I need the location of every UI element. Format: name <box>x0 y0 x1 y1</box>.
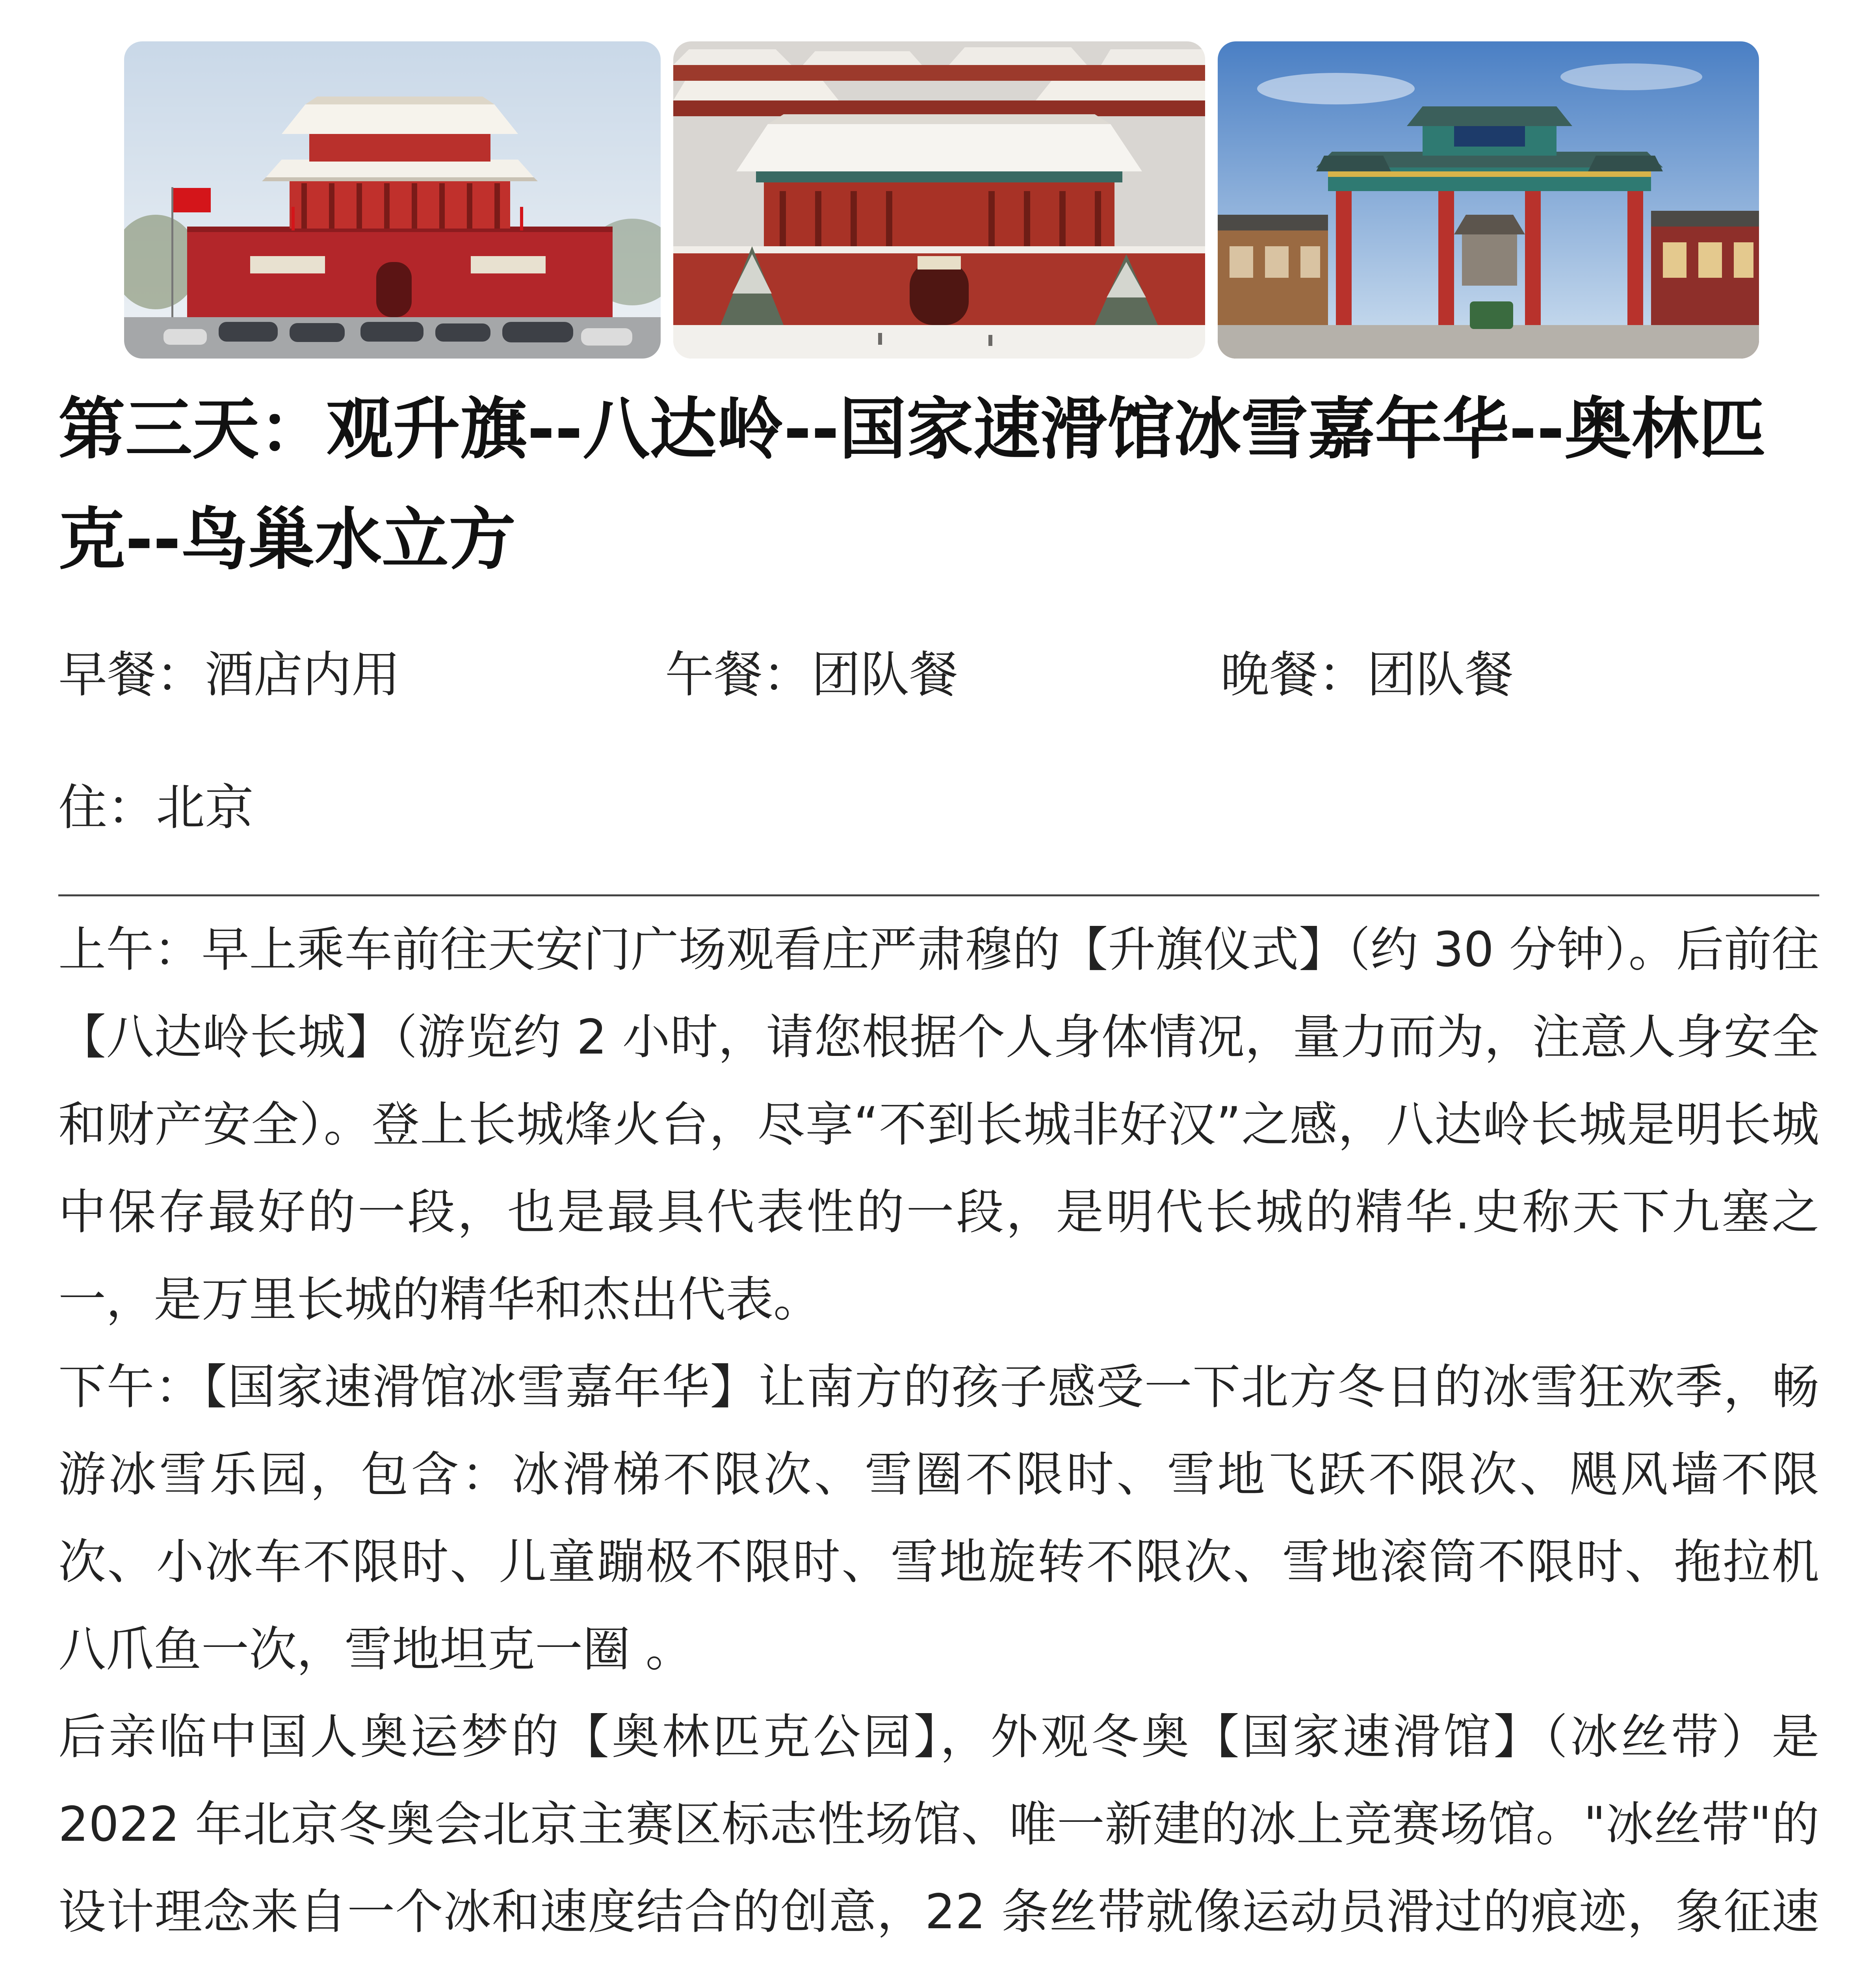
olympic-park-paragraph: 后亲临中国人奥运梦的【奥林匹克公园】，外观冬奥【国家速滑馆】（冰丝带）是 2022 年北京冬奥会北京主赛区标志性场馆、唯一新建的冰上竞赛场馆。"冰丝带"的设计理念来自一个冰和速度结合的创意，22 条丝带就像运动员滑过的痕迹，象征速 <box>58 1709 1819 1940</box>
accommodation-info: 住：北京 <box>58 779 254 836</box>
forbidden-city-snow-photo <box>673 41 1205 359</box>
dinner-info: 晚餐：团队餐 <box>1220 647 1514 703</box>
lunch-info: 午餐：团队餐 <box>665 647 958 703</box>
itinerary-body <box>58 906 1819 1970</box>
breakfast-info: 早餐：酒店内用 <box>58 647 401 703</box>
photo-banner <box>124 41 1759 359</box>
qianmen-street-archway-photo <box>1218 41 1759 359</box>
tiananmen-gate-photo <box>124 41 661 359</box>
section-divider <box>58 894 1819 896</box>
morning-paragraph: 上午：早上乘车前往天安门广场观看庄严肃穆的【升旗仪式】（约 30 分钟）。后前往【八达岭长城】（游览约 2 小时，请您根据个人身体情况，量力而为，注意人身安全和财产安全）。登上长城烽火台，尽享“不到长城非好汉”之感，八达岭长城是明长城中保存最好的一段，也是最具代表性的一段，是明代长城的精华.史称天下九塞之一，是万里长城的精华和杰出代表。 <box>58 922 1819 1327</box>
afternoon-paragraph: 下午：【国家速滑馆冰雪嘉年华】让南方的孩子感受一下北方冬日的冰雪狂欢季，畅游冰雪乐园，包含：冰滑梯不限次、雪圈不限时、雪地飞跃不限次、飓风墙不限次、小冰车不限时、儿童蹦极不限时、雪地旋转不限次、雪地滚筒不限时、拖拉机八爪鱼一次，雪地坦克一圈 。 <box>58 1359 1819 1677</box>
meal-info <box>58 641 1819 708</box>
day-title: 第三天：观升旗--八达岭--国家速滑馆冰雪嘉年华--奥林匹克--鸟巢水立方 <box>58 390 1766 579</box>
